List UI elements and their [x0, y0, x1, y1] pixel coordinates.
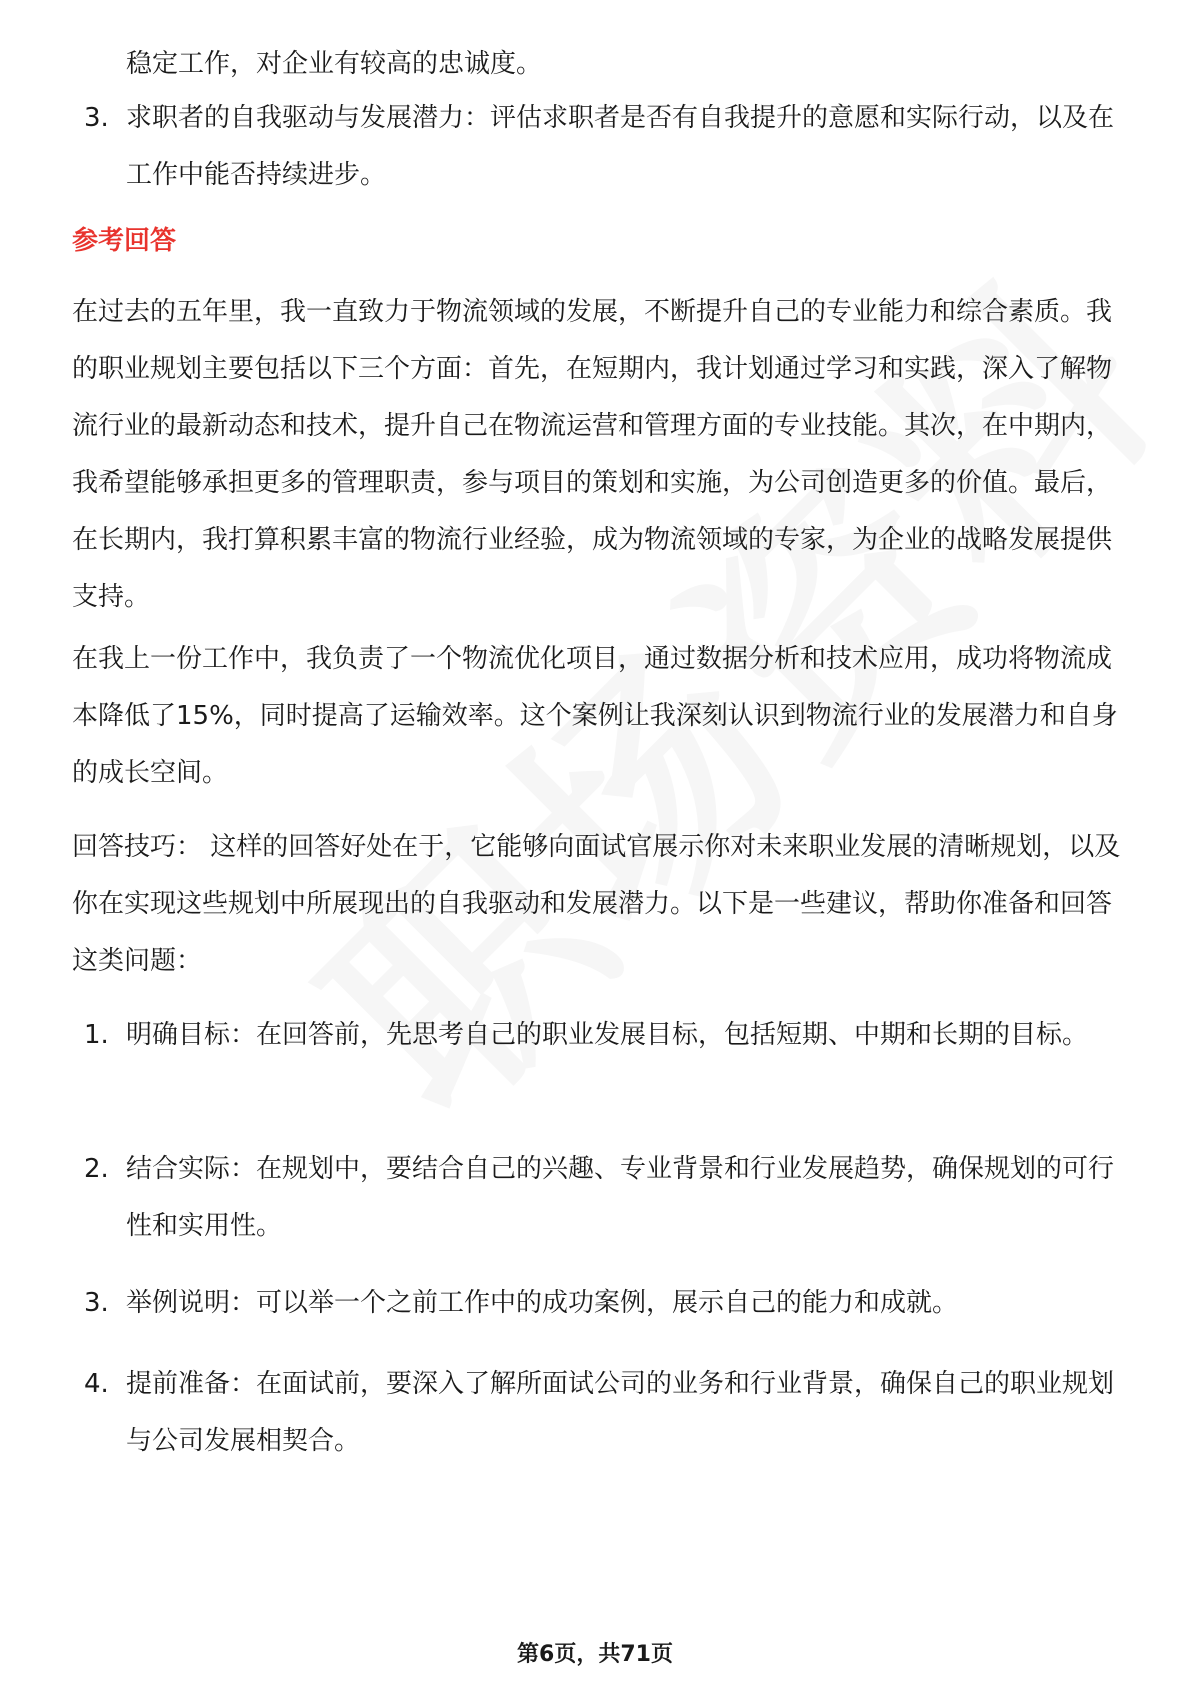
page-footer: 第6页，共71页	[517, 1642, 673, 1667]
list-item-text: 举例说明：可以举一个之前工作中的成功案例，展示自己的能力和成就。	[126, 1288, 959, 1318]
list-item-text: 结合实际：在规划中，要结合自己的兴趣、专业背景和行业发展趋势，确保规划的可行性和实用性。	[126, 1154, 1115, 1241]
section-heading: 参考回答	[72, 226, 177, 256]
list-number: 2.	[84, 1154, 109, 1184]
intro-continuation: 稳定工作，对企业有较高的忠诚度。	[126, 49, 543, 79]
tips-paragraph: 回答技巧： 这样的回答好处在于，它能够向面试官展示你对未来职业发展的清晰规划，以及你在实现这些规划中所展现出的自我驱动和发展潜力。以下是一些建议，帮助你准备和回答这类问题：	[72, 832, 1121, 976]
tip-item-1	[72, 1007, 1122, 1064]
list-number: 3.	[84, 1288, 109, 1318]
tip-item-3	[72, 1275, 1122, 1332]
tip-item-4	[72, 1356, 1122, 1470]
tip-item-2	[72, 1141, 1122, 1255]
list-item-text: 明确目标：在回答前，先思考自己的职业发展目标，包括短期、中期和长期的目标。	[126, 1020, 1089, 1050]
list-number: 3.	[84, 103, 109, 133]
list-number: 4.	[84, 1369, 109, 1399]
intro-list-item-3	[72, 90, 1122, 204]
list-item-text: 提前准备：在面试前，要深入了解所面试公司的业务和行业背景，确保自己的职业规划与公司发展相契合。	[126, 1369, 1115, 1456]
list-number: 1.	[84, 1020, 109, 1050]
list-item-text: 求职者的自我驱动与发展潜力：评估求职者是否有自我提升的意愿和实际行动，以及在工作中能否持续进步。	[126, 103, 1115, 190]
answer-paragraph-2: 在我上一份工作中，我负责了一个物流优化项目，通过数据分析和技术应用，成功将物流成本降低了15%，同时提高了运输效率。这个案例让我深刻认识到物流行业的发展潜力和自身的成长空间。	[72, 644, 1118, 788]
answer-paragraph-1: 在过去的五年里，我一直致力于物流领域的发展，不断提升自己的专业能力和综合素质。我的职业规划主要包括以下三个方面：首先，在短期内，我计划通过学习和实践，深入了解物流行业的最新动态和技术，提升自己在物流运营和管理方面的专业技能。其次，在中期内，我希望能够承担更多的管理职责，参与项目的策划和实施，为公司创造更多的价值。最后，在长期内，我打算积累丰富的物流行业经验，成为物流领域的专家，为企业的战略发展提供支持。	[72, 297, 1113, 612]
